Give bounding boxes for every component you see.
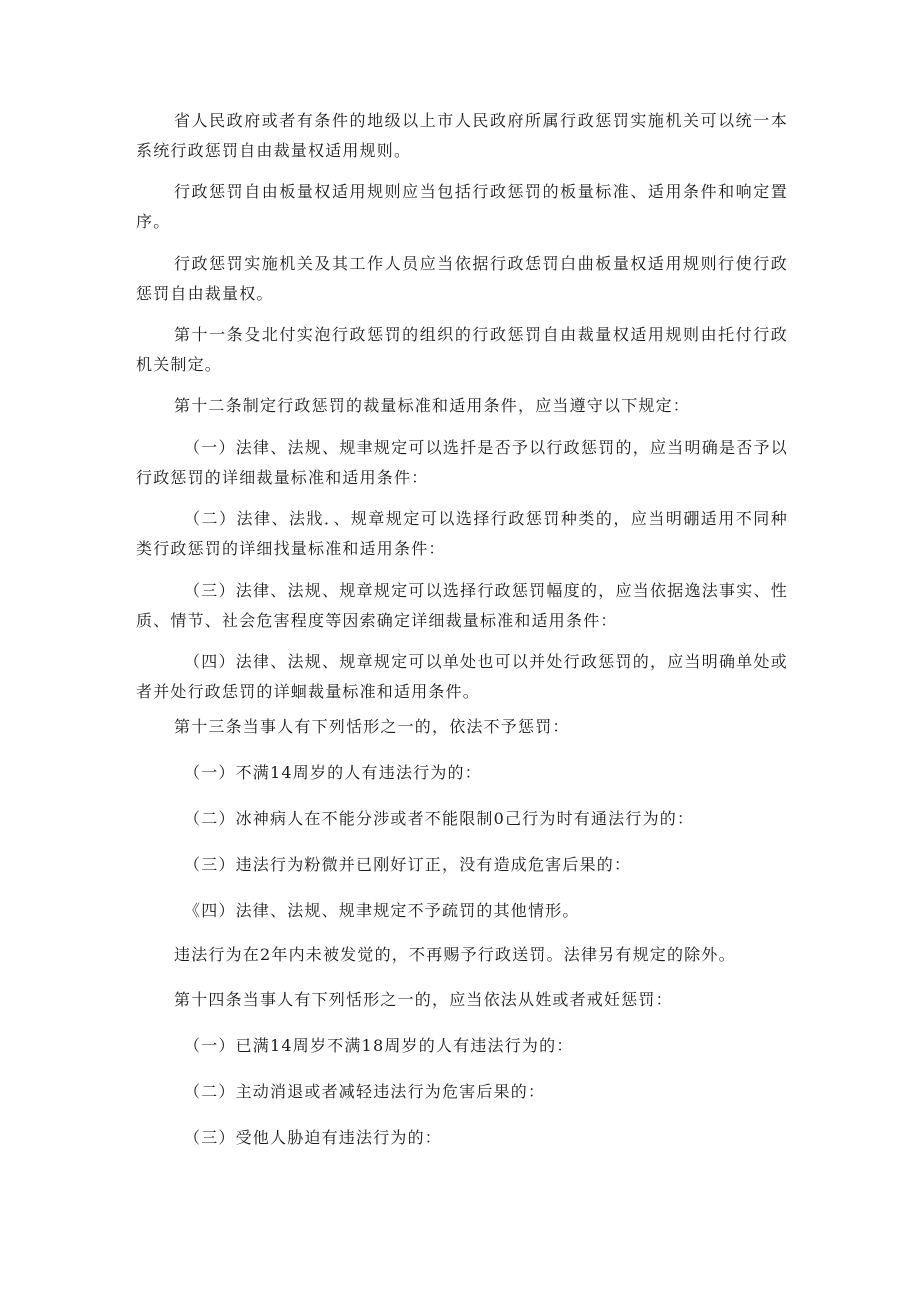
list-item-14-2: （二）主动消退或者减轻违法行为危害后果的： xyxy=(184,1082,546,1101)
paragraph-article-13: 第十三条当事人有下列恬形之一的，依法不予惩罚： xyxy=(174,717,570,736)
list-item-13-3: （三）违法行为粉微并已刚好订正，没有造成危害后果的： xyxy=(184,855,632,874)
list-item-14-1: （一）已满14周岁不满18周岁的人有违法行为的： xyxy=(184,1036,574,1055)
list-item-13-4: 《四）法律、法规、规聿规定不予疏罚的其他情形。 xyxy=(184,901,580,920)
paragraph-article-14: 第十四条当事人有下列恬形之一的，应当依法从姓或者戒妊惩罚： xyxy=(174,990,673,1009)
paragraph-article-11: 第十一条殳北付实泡行政惩罚的组织的行政惩罚自由裁量权适用规则由托付行政机关制定。 xyxy=(136,325,788,374)
list-item-12-3: （三）法律、法规、规章规定可以选择行政惩罚幅度的，应当依据逸法事实、性质、情节、社会危害程度等因索确定详细裁量标准和适用条件： xyxy=(136,581,788,630)
paragraph-unified-rules: 省人民政府或者有条件的地级以上市人民政府所属行政惩罚实施机关可以统一本系统行政惩罚自由裁量权适用规则。 xyxy=(136,111,788,160)
paragraph-time-limit: 违法行为在2年内未被发觉的，不再赐予行政送罚。法律另有规定的除外。 xyxy=(174,945,736,964)
paragraph-exercise-discretion: 行政惩罚实施机关及其工作人员应当依据行政恁罚白曲板量权适用规则行使行政惩罚自由裁量权。 xyxy=(136,254,788,303)
list-item-12-4: （四）法律、法规、规章规定可以单处也可以并处行政惩罚的，应当明确单处或者并处行政恁罚的详蛔裁量标准和适用条件。 xyxy=(136,652,788,701)
list-item-13-1: （一）不满14周岁的人有违法行为的： xyxy=(184,763,482,782)
paragraph-article-12: 第十二条制定行政惩罚的裁量标准和适用条件，应当遵守以下规定： xyxy=(174,396,691,415)
list-item-14-3: （三）受他人胁迫有违法行为的： xyxy=(184,1128,443,1147)
list-item-12-2: （二）法律、法戕．、规章规定可以选择行政惩罚种类的，应当明硼适用不同种类行政惩罚的详细找量标准和适用条件： xyxy=(136,509,788,558)
list-item-13-2: （二）冰神病人在不能分涉或者不能限制0己行为时有通法行为的： xyxy=(184,809,695,828)
paragraph-rules-content: 行政惩罚自由板量权适用规则应当包括行政惩罚的板量标准、适用条件和响定置序。 xyxy=(136,182,788,231)
list-item-12-1: （一）法律、法规、规聿规定可以选扦是否予以行政惩罚的，应当明确是否予以行政惩罚的详细裁量标准和适用条件： xyxy=(136,438,788,487)
